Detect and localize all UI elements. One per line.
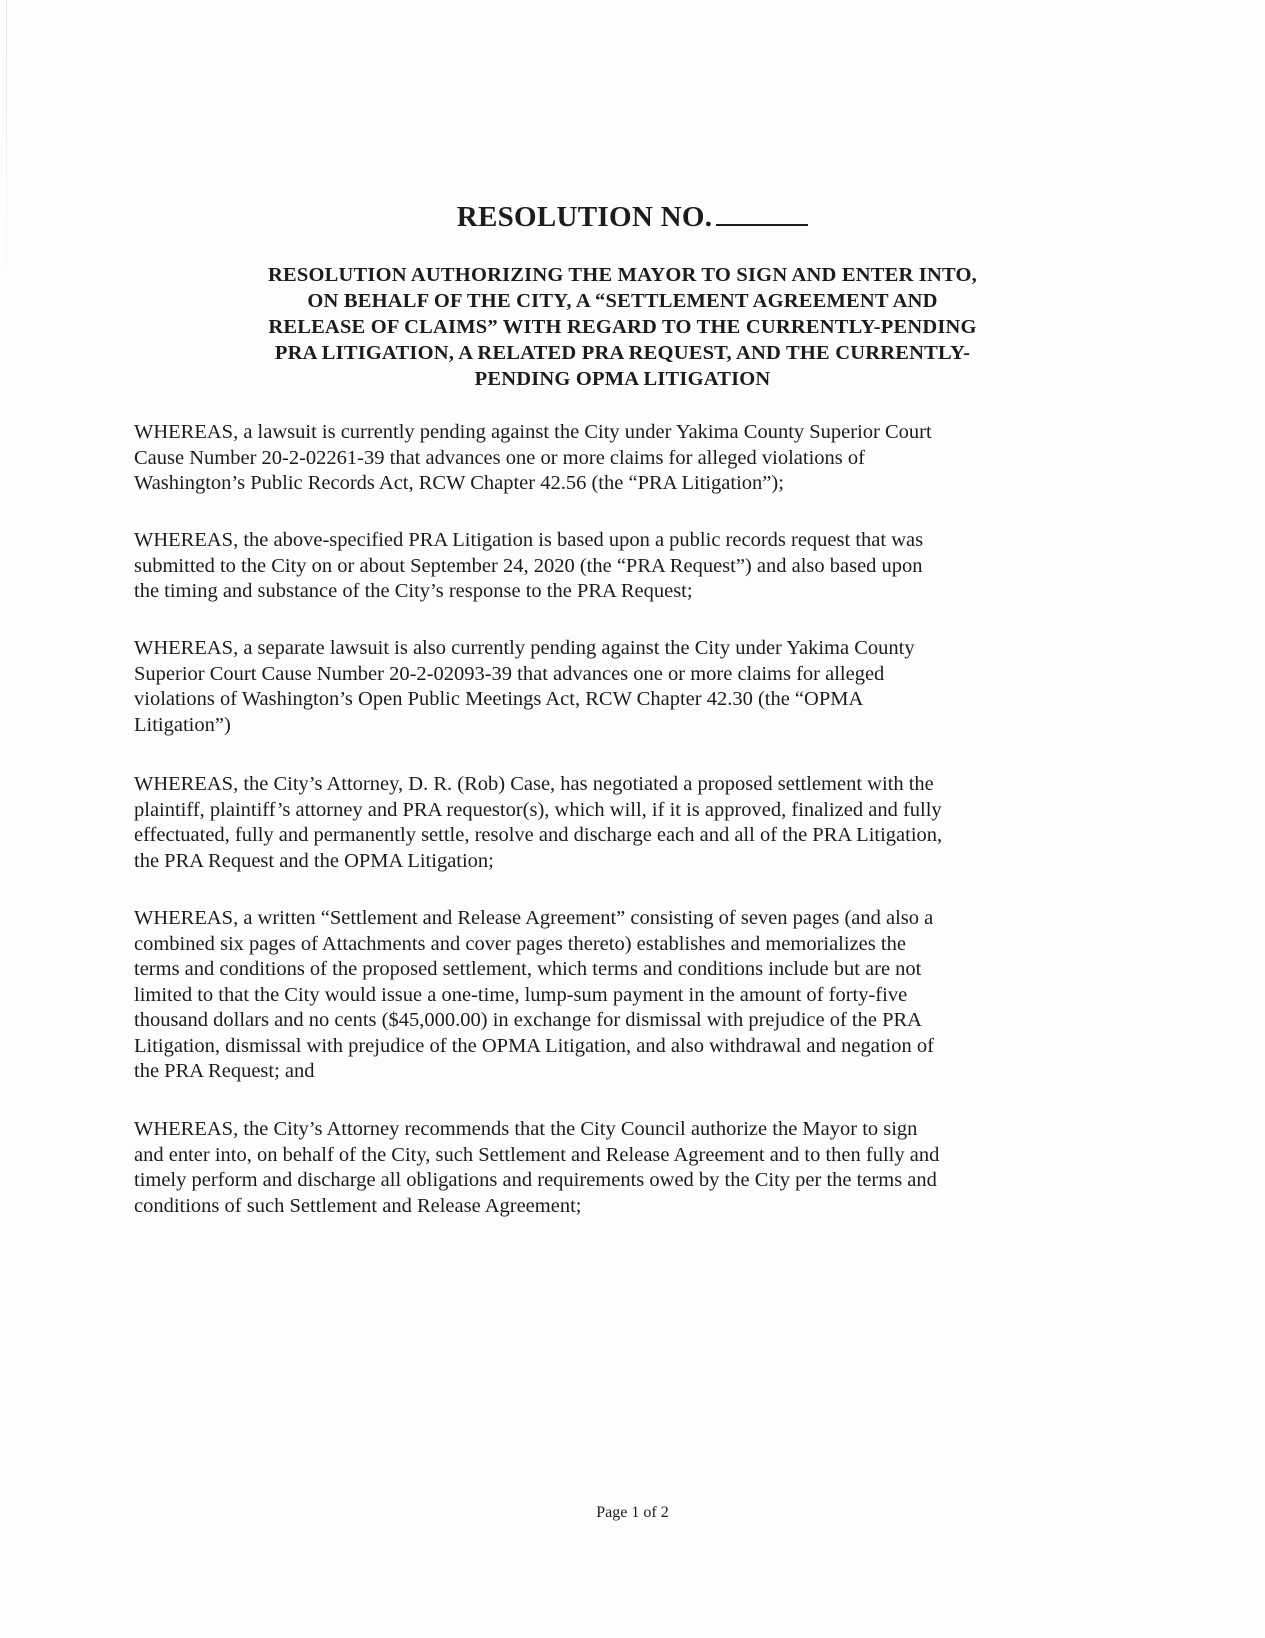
whereas-paragraph-4 — [134, 772, 1094, 874]
paragraph-line: the timing and substance of the City’s response to the PRA Request; — [134, 580, 693, 602]
paragraph-line: WHEREAS, a separate lawsuit is also currently pending against the City under Yakima County — [134, 637, 915, 659]
paragraph-line: and enter into, on behalf of the City, such Settlement and Release Agreement and to then fully and — [134, 1143, 940, 1166]
paragraph-line: WHEREAS, a lawsuit is currently pending against the City under Yakima County Superior Court — [134, 421, 932, 443]
paragraph-line: WHEREAS, the above-specified PRA Litigation is based upon a public records request that was — [134, 529, 924, 551]
paragraph-line: Litigation, dismissal with prejudice of the OPMA Litigation, and also withdrawal and negation of — [134, 1034, 934, 1057]
paragraph-line: Litigation”) — [134, 713, 231, 736]
resolution-number-blank — [716, 196, 808, 226]
whereas-paragraph-6 — [134, 1117, 1094, 1219]
paragraph-line: timely perform and discharge all obligations and requirements owed by the City per the terms and — [134, 1169, 937, 1191]
subtitle-line: PENDING OPMA LITIGATION — [474, 368, 771, 390]
whereas-paragraph-1 — [134, 420, 1094, 497]
paragraph-line: the PRA Request; and — [134, 1060, 315, 1082]
resolution-title-text: RESOLUTION NO. — [456, 201, 713, 233]
whereas-paragraph-2 — [134, 528, 1094, 605]
subtitle-line: PRA LITIGATION, A RELATED PRA REQUEST, AND THE CURRENTLY- — [274, 342, 971, 364]
paragraph-line: violations of Washington’s Open Public Meetings Act, RCW Chapter 42.30 (the “OPMA — [134, 688, 864, 710]
paragraph-line: WHEREAS, the City’s Attorney recommends that the City Council authorize the Mayor to sign — [134, 1118, 918, 1140]
paragraph-line: Washington’s Public Records Act, RCW Chapter 42.56 (the “PRA Litigation”); — [134, 472, 784, 494]
paragraph-line: combined six pages of Attachments and cover pages thereto) establishes and memorializes the — [134, 932, 906, 955]
subtitle-line: ON BEHALF OF THE CITY, A “SETTLEMENT AGREEMENT AND — [307, 290, 938, 312]
paragraph-line: effectuated, fully and permanently settle, resolve and discharge each and all of the PRA Litigation, — [134, 824, 943, 846]
paragraph-line: the PRA Request and the OPMA Litigation; — [134, 849, 494, 872]
paragraph-line: conditions of such Settlement and Release Agreement; — [134, 1194, 582, 1217]
paragraph-line: WHEREAS, a written “Settlement and Release Agreement” consisting of seven pages (and also a — [134, 907, 934, 929]
paragraph-line: submitted to the City on or about September 24, 2020 (the “PRA Request”) and also based upon — [134, 554, 923, 577]
paragraph-line: WHEREAS, the City’s Attorney, D. R. (Rob) Case, has negotiated a proposed settlement with the — [134, 773, 934, 795]
whereas-paragraph-5 — [134, 906, 1094, 1085]
subtitle-line: RESOLUTION AUTHORIZING THE MAYOR TO SIGN AND ENTER INTO, — [268, 264, 977, 286]
paragraph-line: Cause Number 20-2-02261-39 that advances one or more claims for alleged violations of — [134, 446, 865, 469]
paragraph-line: Superior Court Cause Number 20-2-02093-39 that advances one or more claims for alleged — [134, 662, 885, 685]
whereas-paragraph-3 — [134, 636, 1094, 738]
paragraph-line: terms and conditions of the proposed settlement, which terms and conditions include but are not — [134, 958, 922, 980]
paragraph-line: thousand dollars and no cents ($45,000.00) in exchange for dismissal with prejudice of the PRA — [134, 1009, 922, 1031]
paragraph-line: plaintiff, plaintiff’s attorney and PRA requestor(s), which will, if it is approved, finalized and fully — [134, 798, 942, 821]
page-number: Page 1 of 2 — [596, 1504, 669, 1521]
resolution-subtitle — [190, 262, 1055, 392]
subtitle-line: RELEASE OF CLAIMS” WITH REGARD TO THE CURRENTLY-PENDING — [268, 316, 977, 338]
resolution-title — [0, 196, 1265, 234]
paragraph-line: limited to that the City would issue a one-time, lump-sum payment in the amount of forty-five — [134, 983, 908, 1006]
